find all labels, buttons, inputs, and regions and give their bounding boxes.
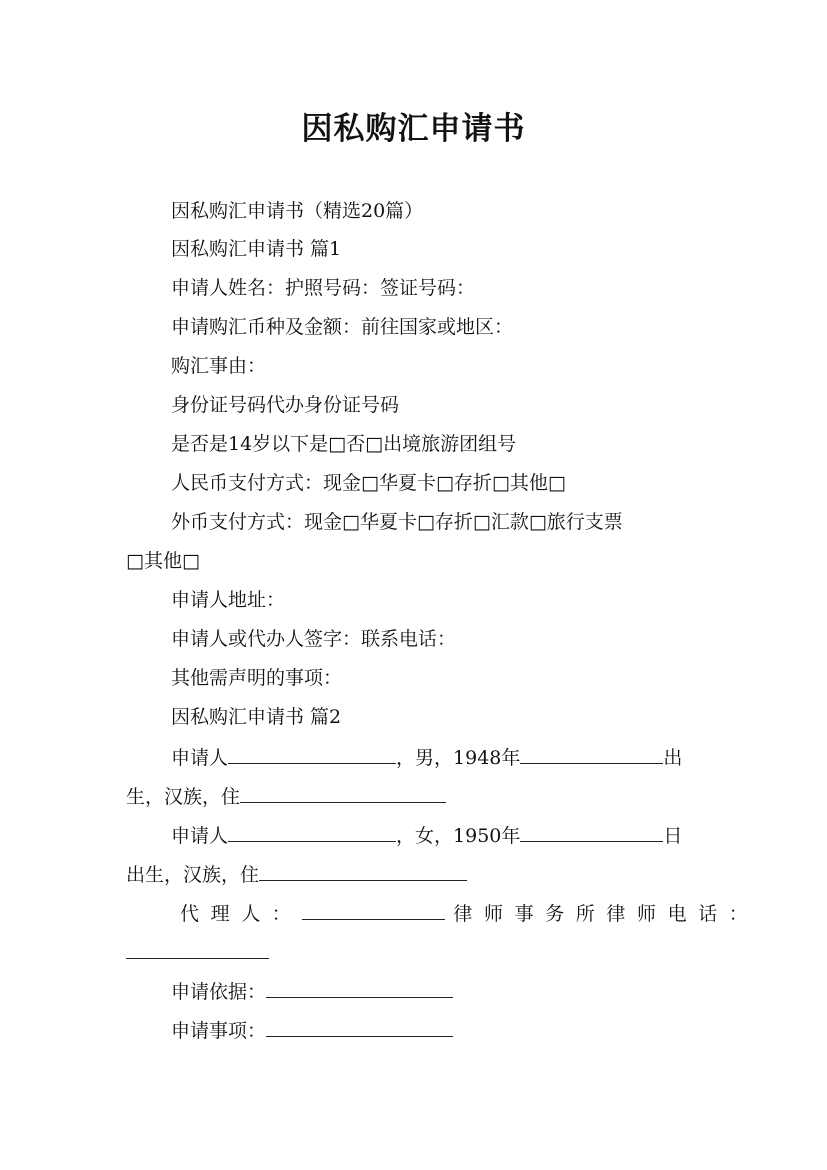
fill-blank [240, 783, 446, 803]
doc-line-16-pre: 申请人 [171, 825, 229, 847]
doc-line-14-pre: 申请人 [171, 747, 229, 769]
doc-line-14 [171, 744, 682, 770]
fill-blank [302, 900, 445, 920]
doc-line-15 [126, 783, 446, 809]
doc-line-17 [126, 861, 467, 887]
doc-line-1: 因私购汇申请书（精选20篇） [171, 200, 424, 222]
doc-line-2: 因私购汇申请书 篇1 [171, 238, 342, 260]
fill-blank [228, 822, 396, 842]
doc-line-19 [126, 939, 269, 965]
doc-line-21 [171, 1017, 453, 1043]
fill-blank [520, 744, 663, 764]
fill-blank [228, 744, 396, 764]
fill-blank [266, 1017, 453, 1037]
doc-line-11: 申请人或代办人签字：联系电话： [171, 628, 457, 650]
doc-line-8: 人民币支付方式：现金□华夏卡□存折□其他□ [171, 472, 566, 494]
fill-blank [259, 861, 467, 881]
doc-line-9a: 外币支付方式：现金□华夏卡□存折□汇款□旅行支票 [171, 511, 623, 533]
doc-line-14-end: 出 [663, 747, 683, 769]
doc-line-6: 身份证号码代办身份证号码 [171, 394, 400, 416]
doc-line-17-pre: 出生，汉族，住 [126, 864, 260, 886]
doc-line-7: 是否是14岁以下是□否□出境旅游团组号 [171, 433, 517, 455]
doc-line-18-pre: 代理人： [180, 903, 303, 925]
doc-line-13: 因私购汇申请书 篇2 [171, 706, 342, 728]
doc-line-16-mid: ，女，1950年 [396, 825, 521, 847]
fill-blank [266, 978, 453, 998]
doc-line-3: 申请人姓名：护照号码：签证号码： [171, 277, 476, 299]
doc-line-5: 购汇事由： [171, 355, 267, 377]
doc-line-18-mid: 律师事务所律师电话： [453, 903, 760, 925]
doc-line-10: 申请人地址： [171, 589, 286, 611]
doc-line-18 [180, 900, 759, 926]
doc-line-15-pre: 生，汉族，住 [126, 786, 241, 808]
doc-line-20 [171, 978, 453, 1004]
document-title: 因私购汇申请书 [301, 111, 526, 147]
doc-line-14-mid: ，男，1948年 [396, 747, 521, 769]
doc-line-9b: □其他□ [126, 550, 200, 572]
doc-line-21-pre: 申请事项： [171, 1020, 267, 1042]
fill-blank [520, 822, 663, 842]
doc-line-16 [171, 822, 682, 848]
fill-blank [126, 939, 269, 959]
doc-line-20-pre: 申请依据： [171, 981, 267, 1003]
doc-line-16-end: 日 [663, 825, 683, 847]
doc-line-12: 其他需声明的事项： [171, 667, 343, 689]
doc-line-4: 申请购汇币种及金额：前往国家或地区： [171, 316, 514, 338]
